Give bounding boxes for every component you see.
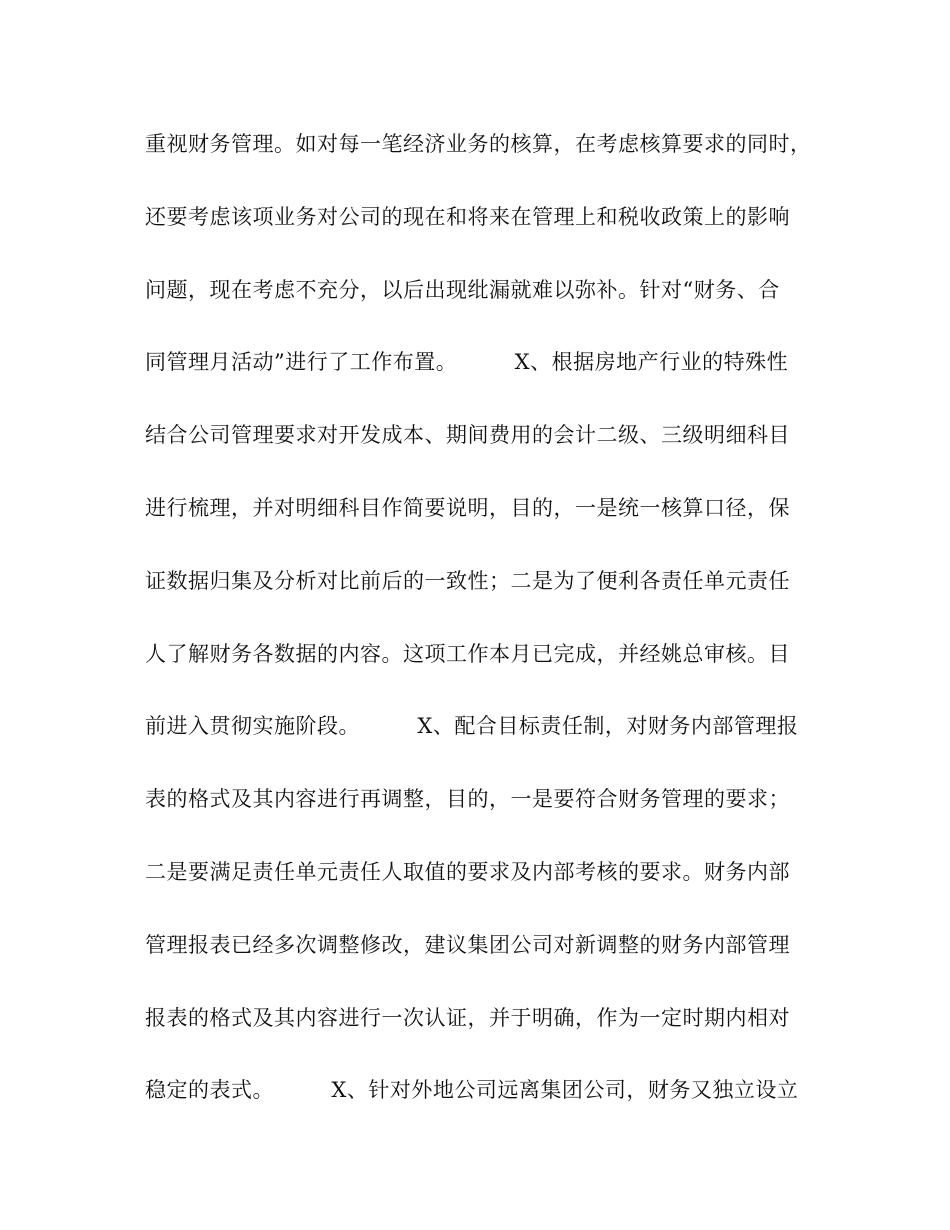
text-line: 报表的格式及其内容进行一次认证，并于明确，作为一定时期内相对 (145, 1005, 790, 1030)
text-line: 管理报表已经多次调整修改，建议集团公司对新调整的财务内部管理 (145, 932, 790, 957)
text-line: 人了解财务各数据的内容。这项工作本月已完成，并经姚总审核。目 (145, 641, 790, 666)
text-line: 证数据归集及分析对比前后的一致性；二是为了便利各责任单元责任 (145, 568, 790, 593)
text-line: 结合公司管理要求对开发成本、期间费用的会计二级、三级明细科目 (145, 423, 790, 448)
body-text (145, 118, 815, 1137)
text-line: 问题，现在考虑不充分，以后出现纰漏就难以弥补。针对“财务、合 (145, 277, 780, 302)
text-line: 同管理月活动”进行了工作布置。 X、根据房地产行业的特殊性 (145, 350, 789, 375)
text-line: 二是要满足责任单元责任人取值的要求及内部考核的要求。财务内部 (145, 859, 790, 884)
text-line: 还要考虑该项业务对公司的现在和将来在管理上和税收政策上的影响 (145, 204, 790, 229)
text-line: 重视财务管理。如对每一笔经济业务的核算，在考虑核算要求的同时， (145, 132, 812, 156)
text-line: 稳定的表式。 X、针对外地公司远离集团公司，财务又独立设立 (145, 1078, 799, 1103)
text-line: 前进入贯彻实施阶段。 X、配合目标责任制，对财务内部管理报 (145, 714, 799, 739)
text-line: 表的格式及其内容进行再调整，目的，一是要符合财务管理的要求； (145, 787, 790, 812)
text-line: 进行梳理，并对明细科目作简要说明，目的，一是统一核算口径，保 (145, 495, 790, 520)
